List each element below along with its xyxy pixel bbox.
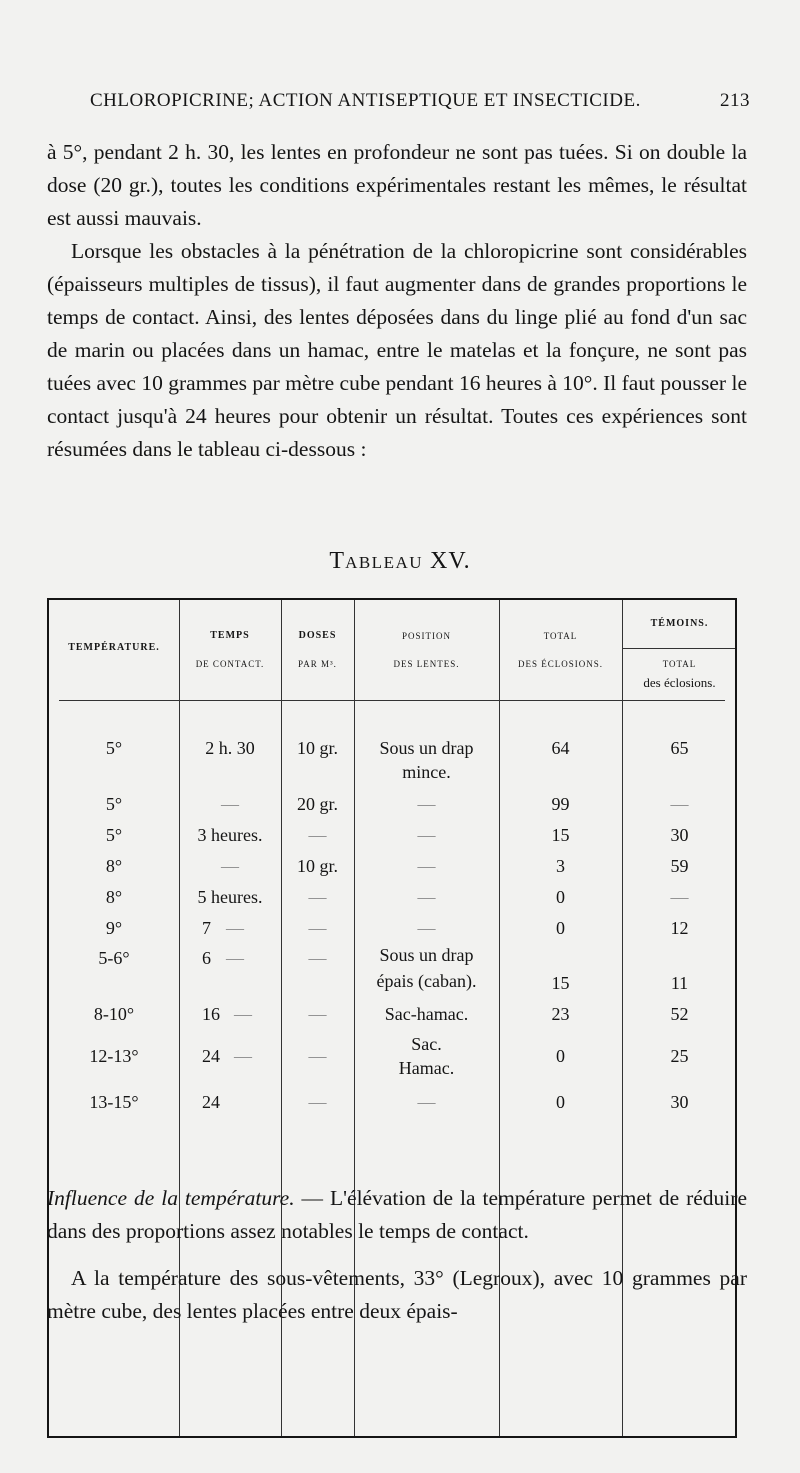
cell-position: — <box>417 918 436 938</box>
cell-total: 23 <box>551 1004 570 1024</box>
cell-temps-dash: — <box>226 948 244 968</box>
cell-position: — <box>417 825 436 845</box>
cell-position: Sac. <box>411 1034 442 1054</box>
header-temoins-total-sub: des éclosions. <box>643 675 716 690</box>
cell-temps: 5 heures. <box>197 887 263 907</box>
cell-temp: 8° <box>105 887 123 907</box>
cell-temps: 16 <box>202 1004 220 1024</box>
table-caption <box>0 548 800 575</box>
header-temperature: TEMPÉRATURE. <box>68 642 160 653</box>
cell-temp: 8-10° <box>93 1004 135 1024</box>
header-doses: DOSES <box>298 630 337 641</box>
cell-dose: — <box>308 887 327 907</box>
header-doses-sub: PAR M³. <box>298 659 337 669</box>
cell-dose: 20 gr. <box>296 794 338 814</box>
caption-smallcaps: ABLEAU <box>345 553 424 572</box>
outro-paragraph-1: — L'élévation de la température permet de réduire dans des proportions assez notables le temps de contact. <box>47 1186 747 1243</box>
header-temoins: TÉMOINS. <box>650 618 709 629</box>
cell-total: 99 <box>551 794 570 814</box>
cell-temp: 8° <box>105 856 123 876</box>
intro-paragraph-2: Lorsque les obstacles à la pénétration de la chloropicrine sont considérables (épaisseurs multiples de tissus), il faut augmenter dans de grandes proportions le temps de contact. Ainsi, des lentes déposées dans du linge plié au fond d'un sac de marin ou placées dans un hamac, entre le matelas et la fonçure, ne sont pas tuées avec 10 grammes par mètre cube pendant 16 heures à 10°. Il faut pousser le contact jusqu'à 24 heures pour obtenir un résultat. Toutes ces expériences sont résumées dans le tableau ci-dessous : <box>47 239 747 461</box>
cell-temoins: 11 <box>670 973 689 993</box>
cell-position: Sous un drap <box>379 738 474 758</box>
header-total: TOTAL <box>543 631 578 641</box>
cell-temp: 5° <box>105 825 123 845</box>
caption-number: XV. <box>430 548 471 574</box>
section-heading: Influence de la température. <box>47 1186 295 1210</box>
caption-initial: T <box>329 548 346 574</box>
cell-dose: — <box>308 825 327 845</box>
header-position-sub: DES LENTES. <box>393 659 460 669</box>
cell-position: — <box>417 856 436 876</box>
cell-temp: 12-13° <box>89 1046 139 1066</box>
cell-dose: — <box>308 1046 327 1066</box>
header-rule <box>59 700 725 701</box>
cell-temoins: 65 <box>670 738 689 758</box>
cell-temps-dash: — <box>226 918 244 938</box>
cell-position: — <box>417 887 436 907</box>
cell-dose: — <box>308 948 327 968</box>
cell-dose: — <box>308 1004 327 1024</box>
cell-temoins: — <box>670 794 689 814</box>
cell-temps: 2 h. 30 <box>205 738 255 758</box>
cell-temoins: 30 <box>670 1092 689 1112</box>
header-temoins-total: TOTAL <box>662 659 697 669</box>
page-number: 213 <box>720 90 750 111</box>
cell-temoins: 12 <box>670 918 689 938</box>
cell-temps-dash: — <box>234 1004 252 1024</box>
cell-total: 0 <box>556 887 565 907</box>
temoins-divider <box>622 648 735 649</box>
cell-temp: 5° <box>105 794 123 814</box>
cell-total: 3 <box>556 856 565 876</box>
cell-temoins: 30 <box>670 825 689 845</box>
header-temps-sub: DE CONTACT. <box>195 659 265 669</box>
cell-dose: — <box>308 1092 327 1112</box>
outro-paragraph-2: A la température des sous-vêtements, 33° (Legroux), avec 10 grammes par mètre cube, des lentes placées entre deux épais- <box>47 1266 747 1323</box>
cell-temps: — <box>221 856 239 876</box>
cell-temoins: 59 <box>670 856 689 876</box>
cell-position-2: mince. <box>402 762 451 782</box>
cell-temp: 9° <box>105 918 123 938</box>
intro-text <box>47 136 747 466</box>
cell-temps: — <box>221 794 239 814</box>
cell-total: 0 <box>556 1092 565 1112</box>
cell-dose: 10 gr. <box>296 856 338 876</box>
header-position: POSITION <box>401 631 451 641</box>
header-total-sub: DES ÉCLOSIONS. <box>517 659 603 669</box>
cell-temps: 6 <box>202 948 211 968</box>
cell-temps: 24 <box>202 1092 220 1112</box>
cell-temps-dash: — <box>234 1046 252 1066</box>
cell-position: Sous un drap <box>379 945 474 965</box>
cell-position: — <box>417 794 436 814</box>
cell-total: 15 <box>551 973 570 993</box>
cell-temp: 13-15° <box>89 1092 139 1112</box>
cell-total: 64 <box>551 738 570 758</box>
cell-total: 0 <box>556 1046 565 1066</box>
cell-total: 0 <box>556 918 565 938</box>
cell-position: Sac-hamac. <box>384 1004 469 1024</box>
cell-position: — <box>417 1092 436 1112</box>
cell-temoins: 25 <box>670 1046 689 1066</box>
intro-paragraph-1: à 5°, pendant 2 h. 30, les lentes en profondeur ne sont pas tuées. Si on double la dose (20 gr.), toutes les conditions expérimentales restant les mêmes, le résultat est aussi mauvais. <box>47 140 747 230</box>
cell-position-2: Hamac. <box>398 1058 455 1078</box>
cell-temps: 3 heures. <box>197 825 263 845</box>
outro-text <box>47 1182 747 1342</box>
cell-dose: 10 gr. <box>296 738 338 758</box>
cell-temoins: — <box>670 887 689 907</box>
cell-total: 15 <box>551 825 570 845</box>
cell-dose: — <box>308 918 327 938</box>
cell-position-2: épais (caban). <box>376 971 477 991</box>
cell-temp: 5° <box>105 738 123 758</box>
cell-temoins: 52 <box>670 1004 689 1024</box>
header-title: CHLOROPICRINE; ACTION ANTISEPTIQUE ET INSECTICIDE. <box>90 90 641 111</box>
header-temps: TEMPS <box>210 630 250 641</box>
cell-temps: 7 <box>202 918 211 938</box>
cell-temp: 5-6° <box>98 948 130 968</box>
cell-temps: 24 <box>202 1046 220 1066</box>
